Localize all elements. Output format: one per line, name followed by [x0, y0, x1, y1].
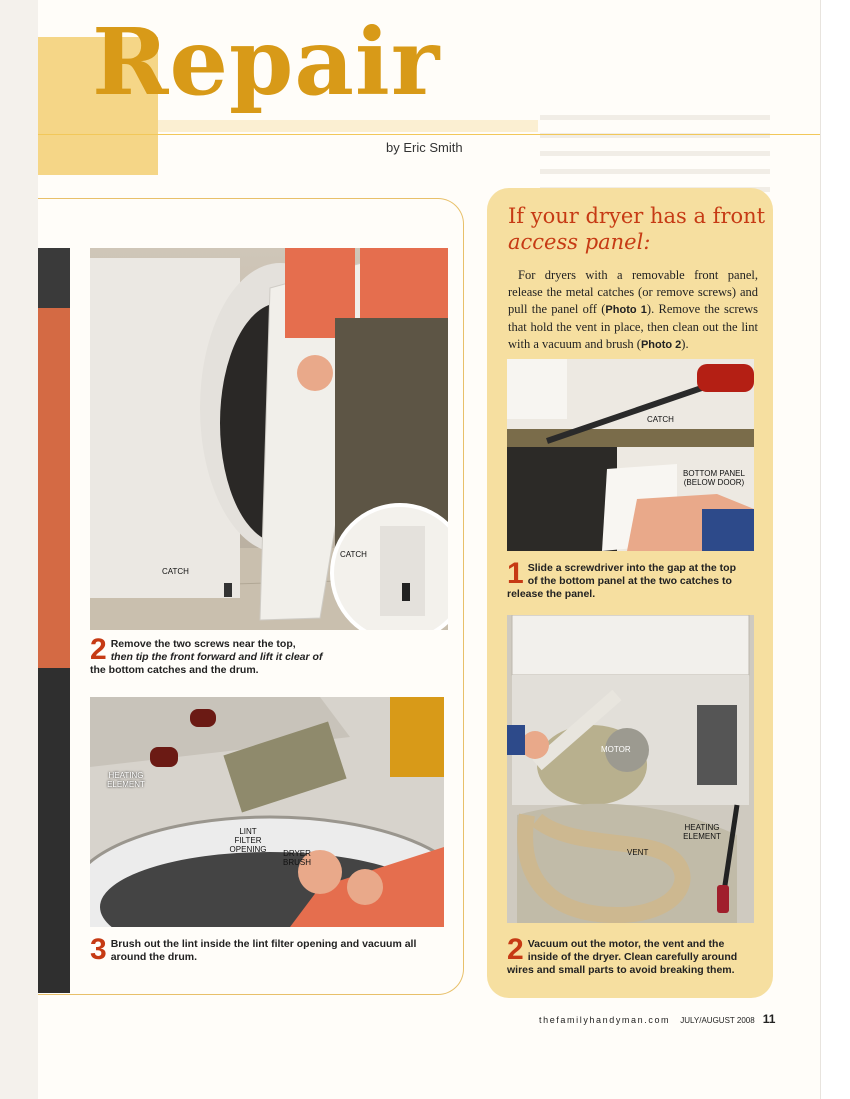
- caption-line: Brush out the lint inside the lint filter opening and vacuum all: [110, 938, 417, 950]
- callout-bottom-panel: BOTTOM PANEL (BELOW DOOR): [683, 469, 745, 487]
- caption-line: of the bottom panel at the two catches to: [527, 575, 732, 587]
- footer-site: thefamilyhandyman.com: [539, 1015, 671, 1025]
- page-title: Repair: [92, 8, 441, 116]
- caption-photo-2-right: [507, 933, 762, 977]
- callout-catch: CATCH: [647, 415, 674, 424]
- photo-vacuum-motor: [507, 615, 754, 923]
- callout-heating-element-right: HEATING ELEMENT: [683, 823, 721, 841]
- step-number: 3: [90, 933, 107, 966]
- callout-catch-1: CATCH: [162, 567, 189, 576]
- caption-line: Vacuum out the motor, the vent and the: [527, 938, 725, 950]
- callout-motor: MOTOR: [601, 745, 631, 754]
- sidebar-title: [508, 203, 768, 255]
- sidebar-body-mid: ). Remove the screws that hold the vent in place, then clean out the lint with a vacuum and brush (: [508, 302, 758, 351]
- callout-heating-element: HEATING ELEMENT: [107, 771, 145, 789]
- footer-issue: JULY/AUGUST 2008: [680, 1016, 755, 1025]
- caption-photo-1-right: [507, 557, 757, 601]
- callout-lint-filter-opening: LINT FILTER OPENING: [229, 827, 267, 854]
- scan-edge-left: [0, 0, 38, 1099]
- caption-photo-3-left: [90, 933, 442, 966]
- scan-edge-right: [820, 0, 850, 1099]
- sidebar-body-intro: For dryers with a removable front panel, release the metal catches (or remove screws) and pull the panel off (: [508, 268, 758, 316]
- caption-line: Remove the two screws near the top,: [110, 638, 296, 650]
- left-edge-image-strip: [38, 248, 70, 993]
- step-number: 2: [90, 633, 107, 666]
- photo-ref-2: Photo 2: [640, 339, 682, 351]
- sidebar-title-line1: If your dryer has a front: [508, 204, 766, 228]
- header-ribbon-strip: [158, 120, 538, 132]
- callout-catch-2: CATCH: [340, 550, 367, 559]
- caption-line: Slide a screwdriver into the gap at the top: [527, 562, 736, 574]
- photo-ref-1: Photo 1: [605, 304, 647, 316]
- caption-line: around the drum.: [110, 951, 198, 963]
- byline: by Eric Smith: [386, 140, 463, 155]
- caption-line: release the panel.: [507, 588, 596, 600]
- caption-line: wires and small parts to avoid breaking them.: [507, 964, 735, 976]
- step-number: 2: [507, 933, 524, 966]
- caption-line: then tip the front forward and lift it clear of: [110, 651, 323, 663]
- step-number: 1: [507, 557, 524, 590]
- callout-vent: VENT: [627, 848, 649, 857]
- sidebar-body: [508, 267, 758, 354]
- page-number: 11: [762, 1012, 776, 1026]
- sidebar-title-line2: access panel:: [508, 230, 651, 254]
- sidebar-body-end: ).: [681, 337, 689, 351]
- photo-remove-front-panel: [90, 248, 448, 630]
- caption-line: inside of the dryer. Clean carefully around: [527, 951, 738, 963]
- header-rule: [38, 134, 820, 135]
- callout-dryer-brush: DRYER BRUSH: [282, 849, 311, 867]
- caption-line: the bottom catches and the drum.: [90, 664, 259, 676]
- photo-brush-lint: [90, 697, 444, 927]
- caption-photo-2-left: [90, 633, 360, 677]
- page-footer: [539, 1012, 775, 1026]
- photo-screwdriver-catch: [507, 359, 754, 551]
